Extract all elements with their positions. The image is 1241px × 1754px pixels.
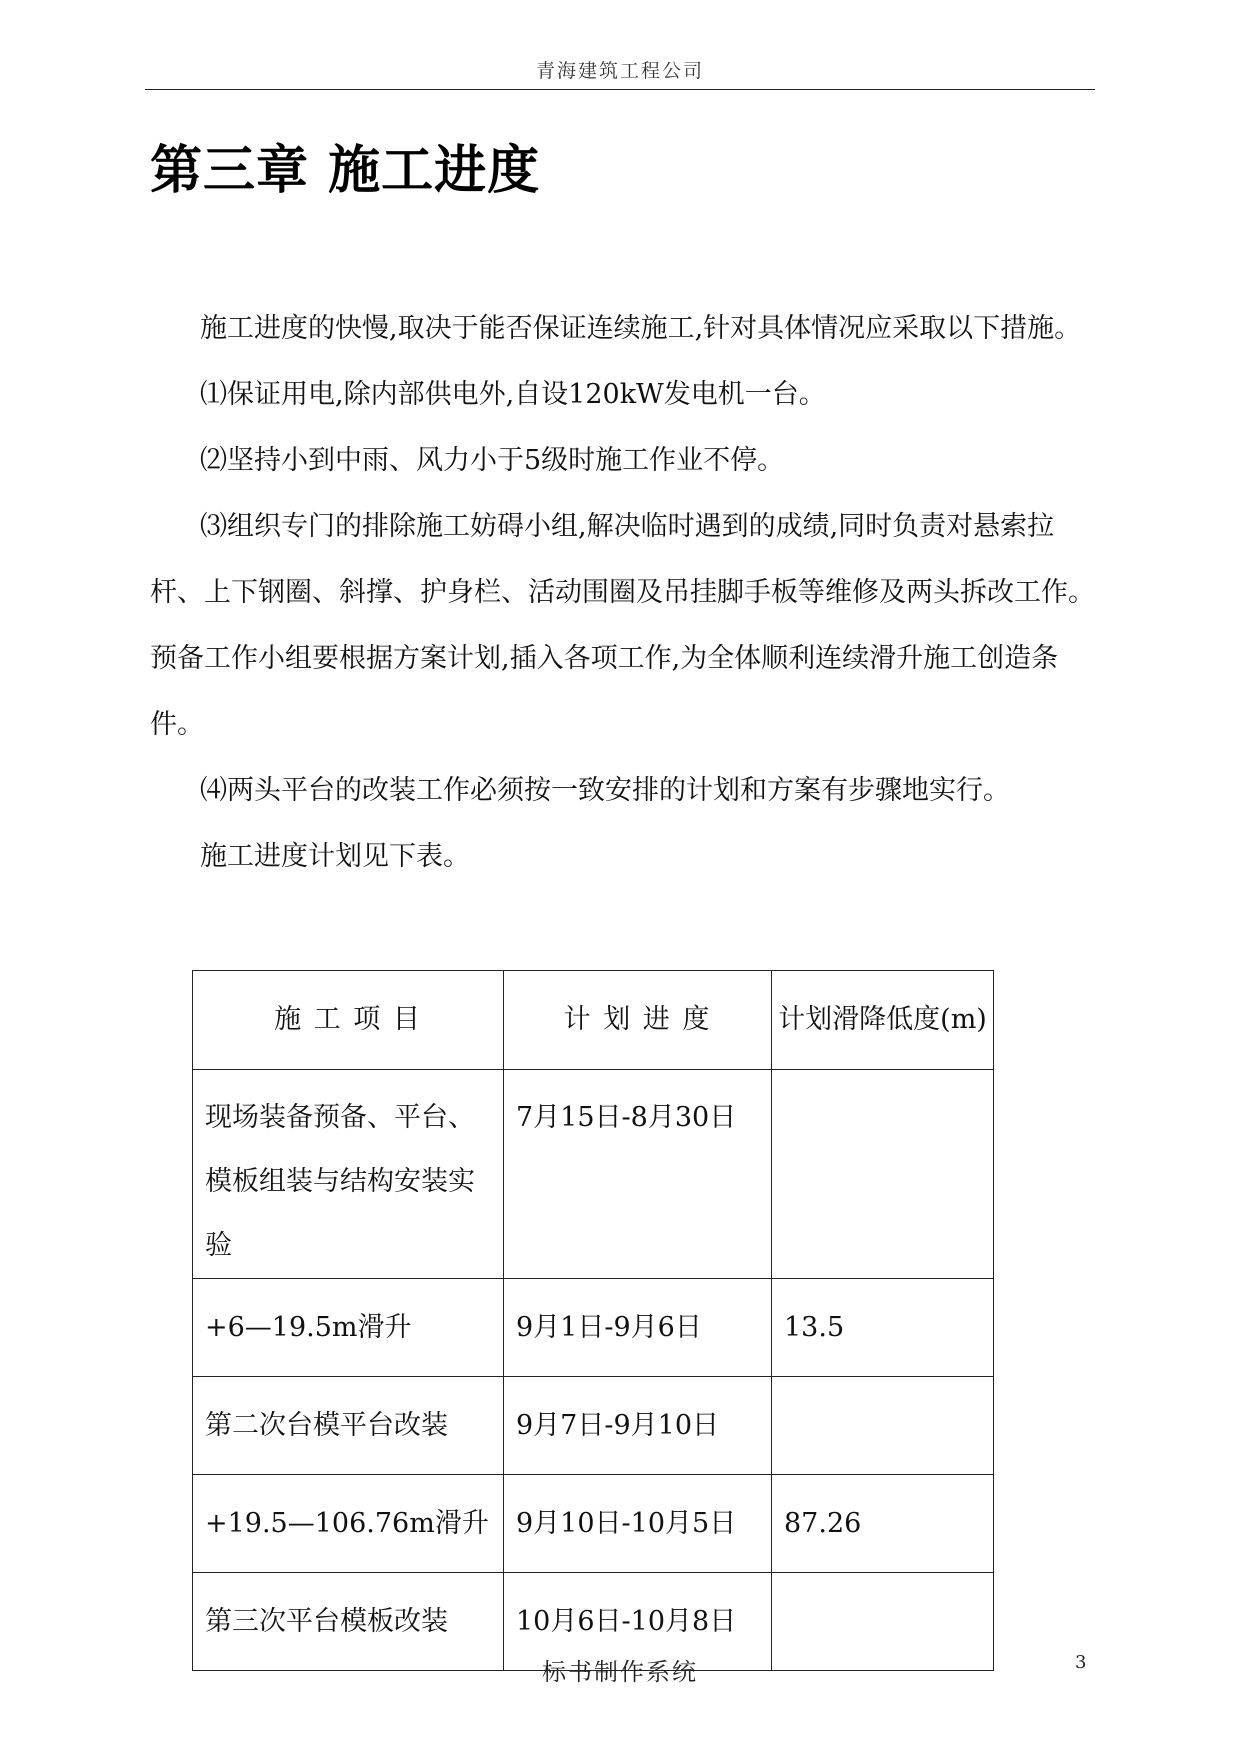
paragraph-measure-3: ⑶组织专门的排除施工妨碍小组,解决临时遇到的成绩,同时负责对悬索拉杆、上下钢圈、斜撑、护身栏、活动围圈及吊挂脚手板等维修及两头拆改工作。预备工作小组要根据方案计划,插入各项工作,为全体顺利连续滑升施工创造条件。 <box>150 511 1095 740</box>
cell-schedule: 10月6日-10月8日 <box>504 1573 772 1671</box>
paragraph-intro: 施工进度的快慢,取决于能否保证连续施工,针对具体情况应采取以下措施。 <box>200 313 1082 344</box>
table-row <box>193 1377 994 1475</box>
paragraph-measure-4: ⑷两头平台的改装工作必须按一致安排的计划和方案有步骤地实行。 <box>200 775 1010 806</box>
table-header-row <box>193 971 994 1070</box>
header-rule <box>145 89 1095 90</box>
cell-schedule: 9月10日-10月5日 <box>504 1475 772 1573</box>
page-footer: 标书制作系统 <box>542 1658 698 1686</box>
body-text <box>150 296 1100 890</box>
cell-item: +6—19.5m滑升 <box>193 1279 504 1377</box>
schedule-table <box>192 970 994 1671</box>
cell-height <box>772 1070 994 1279</box>
cell-item: 第三次平台模板改装 <box>193 1573 504 1671</box>
paragraph-table-intro: 施工进度计划见下表。 <box>200 841 470 872</box>
cell-schedule: 9月1日-9月6日 <box>504 1279 772 1377</box>
table-row <box>193 1475 994 1573</box>
header-schedule: 计 划 进 度 <box>504 971 772 1070</box>
cell-item: 现场装备预备、平台、模板组装与结构安装实验 <box>193 1070 504 1279</box>
cell-height <box>772 1377 994 1475</box>
cell-schedule: 9月7日-9月10日 <box>504 1377 772 1475</box>
cell-item: 第二次台模平台改装 <box>193 1377 504 1475</box>
cell-item: +19.5—106.76m滑升 <box>193 1475 504 1573</box>
chapter-title: 第三章 施工进度 <box>150 141 541 201</box>
paragraph-measure-1: ⑴保证用电,除内部供电外,自设120kW发电机一台。 <box>200 379 826 410</box>
cell-height: 87.26 <box>772 1475 994 1573</box>
page-number: 3 <box>1075 1652 1087 1673</box>
page-header: 青海建筑工程公司 <box>535 60 704 82</box>
cell-height: 13.5 <box>772 1279 994 1377</box>
cell-schedule: 7月15日-8月30日 <box>504 1070 772 1279</box>
header-item: 施 工 项 目 <box>193 971 504 1070</box>
paragraph-measure-2: ⑵坚持小到中雨、风力小于5级时施工作业不停。 <box>200 445 785 476</box>
table-row <box>193 1070 994 1279</box>
table-row <box>193 1279 994 1377</box>
header-height: 计划滑降低度(m) <box>772 971 994 1070</box>
